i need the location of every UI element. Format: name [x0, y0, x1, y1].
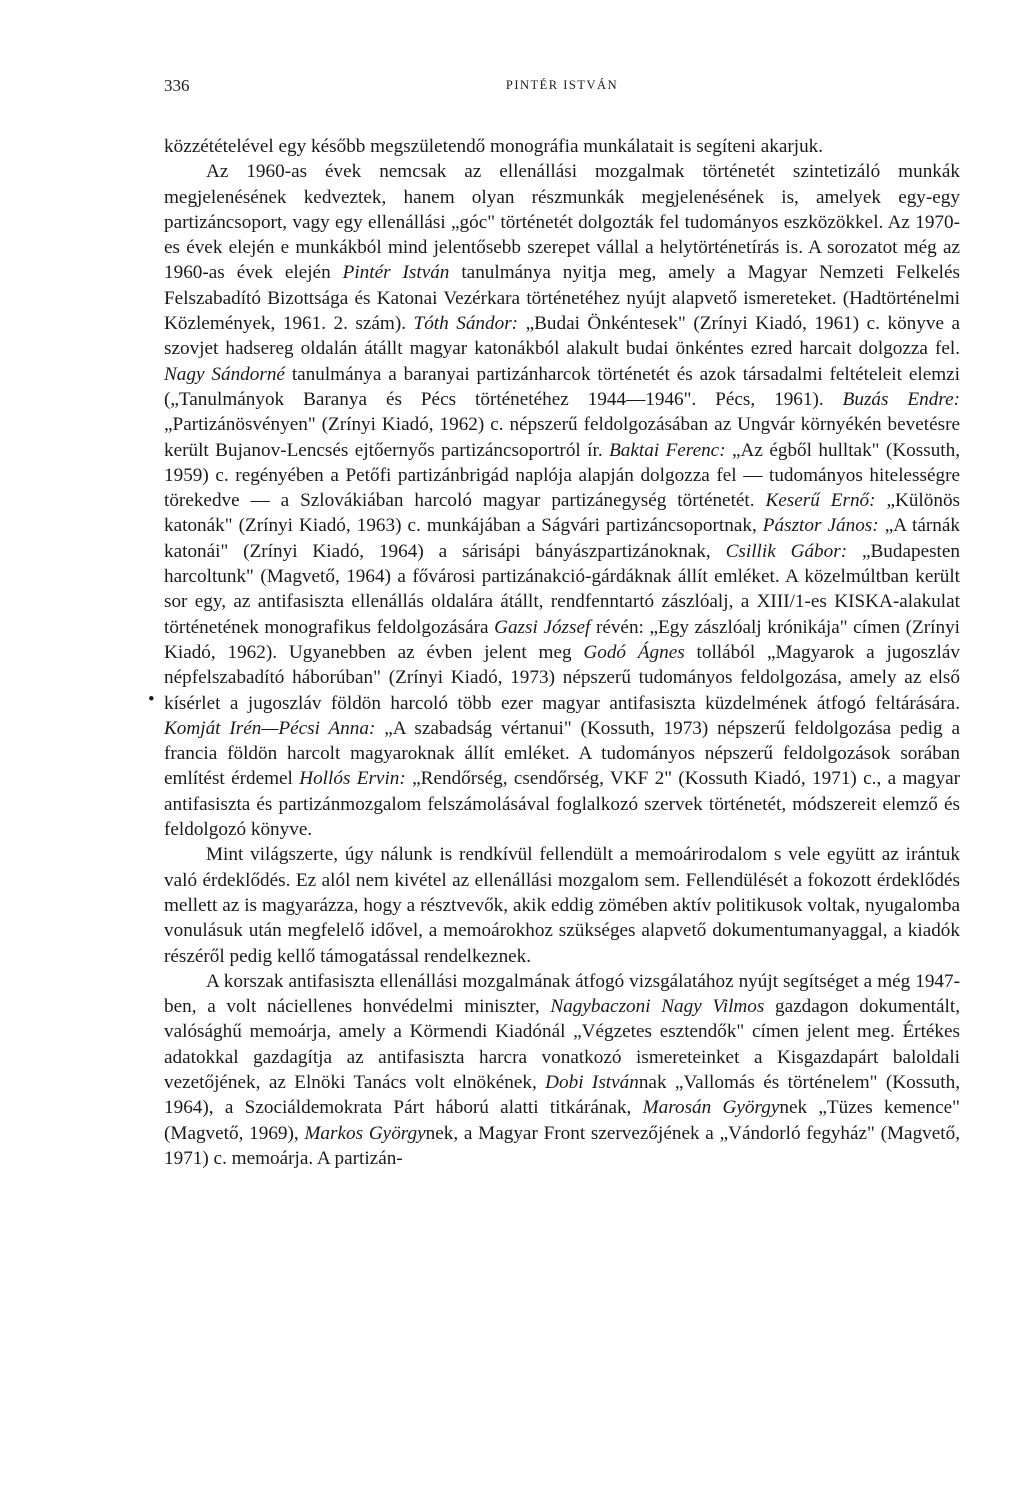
italic-name: Nagybaczoni Nagy Vilmos: [550, 996, 765, 1018]
body-text: [164, 134, 960, 1171]
italic-name: Gazsi József: [494, 616, 591, 638]
text-run: tanulmánya nyitja meg, amely a Magyar Nemzeti Felkelés Felszabadító Bizottsága és Katonai Vezérkara történetéhez nyújt alapvető ismereteket. (Hadtörténelmi Közlemények, 1961. 2. szám).: [164, 262, 960, 335]
text-run: „A szabadság vértanui" (Kossuth, 1973) népszerű feldolgozása pedig a francia földön harcolt magyaroknak állít emléket. A tudományos népszerű feldolgozások sorában említést érdemel: [164, 717, 960, 790]
italic-name: Buzás Endre:: [842, 388, 960, 410]
italic-name: Marosán György: [642, 1097, 780, 1119]
running-title: PINTÉR ISTVÁN: [505, 78, 619, 92]
text-run: „Budai Önkéntesek" (Zrínyi Kiadó, 1961) c. könyve a szovjet hadsereg oldalán átállt magyar katonákból alakult budai önkéntes ezred harcait dolgozza fel.: [164, 313, 960, 360]
italic-name: Nagy Sándorné: [164, 363, 285, 385]
italic-name: Keserű Ernő:: [765, 490, 876, 512]
paragraph-1: [164, 134, 960, 159]
text-run: nek „Tüzes kemence" (Magvető, 1969),: [164, 1097, 960, 1144]
text-run: tollából „Magyarok a jugoszláv népfelszabadító háborúban" (Zrínyi Kiadó, 1973) népszerű tudományos feldolgozása, amely az első kísérlet a jugoszláv földön harcoló több ezer magyar antifasiszta küzdelmének átfogó feltárására.: [164, 641, 960, 714]
text-run: „Különös katonák" (Zrínyi Kiadó, 1963) c. munkájában a Ságvári partizáncsoportnak,: [164, 490, 960, 537]
text-run: közzétételével egy később megszületendő monográfia munkálatait is segíteni akarjuk.: [164, 136, 824, 157]
text-run: gazdagon dokumentált, valósághű memoárja, amely a Körmendi Kiadónál „Végzetes esztendők" címen jelent meg. Értékes adatokkal gazdagítja az antifasiszta harcra vonatkozó ismereteinket a Kisgazdapárt baloldali vezetőjének, az Elnöki Tanács volt elnökének,: [164, 996, 960, 1093]
text-run: „Partizánösvényen" (Zrínyi Kiadó, 1962) c. népszerű feldolgozásában az Ungvár környékén bevetésre került Bujanov-Lencsés ejtőernyős partizáncsoportról ír.: [164, 414, 960, 461]
text-run: tanulmánya a baranyai partizánharcok történetét és azok társadalmi feltételeit elemzi („Tanulmányok Baranya és Pécs történetéhez 1944—1946". Pécs, 1961).: [164, 363, 960, 410]
italic-name: Dobi István: [545, 1071, 639, 1093]
margin-mark: •: [148, 689, 155, 710]
italic-name: Tóth Sándor:: [413, 313, 519, 335]
paragraph-2: [164, 159, 960, 842]
italic-name: Pásztor János:: [762, 515, 879, 537]
text-run: „A tárnák katonái" (Zrínyi Kiadó, 1964) a sárisápi bányászpartizánoknak,: [164, 515, 960, 562]
italic-name: Hollós Ervin:: [299, 768, 406, 790]
italic-name: Csillik Gábor:: [725, 540, 848, 562]
italic-name: Pintér István: [342, 262, 450, 284]
paragraph-4: [164, 969, 960, 1171]
italic-name: Godó Ágnes: [583, 641, 685, 663]
text-run: Az 1960-as évek nemcsak az ellenállási mozgalmak történetét szintetizáló munkák megjelenésének kedveztek, hanem olyan részmunkák megjelenésének is, amelyek egy-egy partizáncsoport, vagy egy ellenállási „góc" történetét dolgozták fel tudományos eszközökkel. Az 1970-es évek elején e munkákból mind jelentősebb szerepet vállal a helytörténetírás is. A sorozatot még az 1960-as évek elején: [164, 161, 960, 284]
page-number: 336: [164, 76, 190, 95]
text-run: nek, a Magyar Front szervezőjének a „Vándorló fegyház" (Magvető, 1971) c. memoárja. A partizán-: [164, 1122, 960, 1169]
italic-name: Komját Irén—Pécsi Anna:: [164, 717, 376, 739]
page-header: [164, 76, 960, 100]
text-run: nak „Vallomás és történelem" (Kossuth, 1964), a Szociáldemokrata Párt háború alatti titkárának,: [164, 1071, 961, 1119]
text-run: Mint világszerte, úgy nálunk is rendkívül fellendült a memoárirodalom s vele együtt az irántuk való érdeklődés. Ez alól nem kivétel az ellenállási mozgalom sem. Fellendülését a fokozott érdeklődés mellett az is magyarázza, hogy a résztvevők, akik eddig zömében aktív politikusok voltak, nyugalomba vonulásuk után megfelelő idővel, a memoárokhoz szükséges alapvető dokumentumanyaggal, a kiadók részéről pedig kellő támogatással rendelkeznek.: [164, 844, 960, 967]
italic-name: Baktai Ferenc:: [609, 439, 726, 461]
italic-name: Markos György: [304, 1122, 426, 1144]
paragraph-3: [164, 842, 960, 968]
text-run: révén: „Egy zászlóalj krónikája" címen (Zrínyi Kiadó, 1962). Ugyanebben az évben jelent meg: [164, 616, 960, 663]
text-run: A korszak antifasiszta ellenállási mozgalmának átfogó vizsgálatához nyújt segítséget a még 1947-ben, a volt náciellenes honvédelmi miniszter,: [164, 970, 960, 1018]
text-run: „Budapesten harcoltunk" (Magvető, 1964) a fővárosi partizánakció-gárdáknak állít emléket. A közelmúltban került sor egy, az antifasiszta ellenállás oldalára átállt, rendfenntartó zászlóalj, a XIII/1-es KISKA-alakulat történetének monografikus feldolgozására: [164, 540, 960, 638]
text-run: „Az égből hulltak" (Kossuth, 1959) c. regényében a Petőfi partizánbrigád naplója alapján dolgozza fel — tudományos hitelességre törekedve — a Szlovákiában harcoló magyar partizánegység történetét.: [164, 439, 961, 512]
text-run: „Rendőrség, csendőrség, VKF 2" (Kossuth Kiadó, 1971) c., a magyar antifasiszta és partizánmozgalom felszámolásával foglalkozó szervek történetét, módszereit elemző és feldolgozó könyve.: [164, 768, 960, 841]
